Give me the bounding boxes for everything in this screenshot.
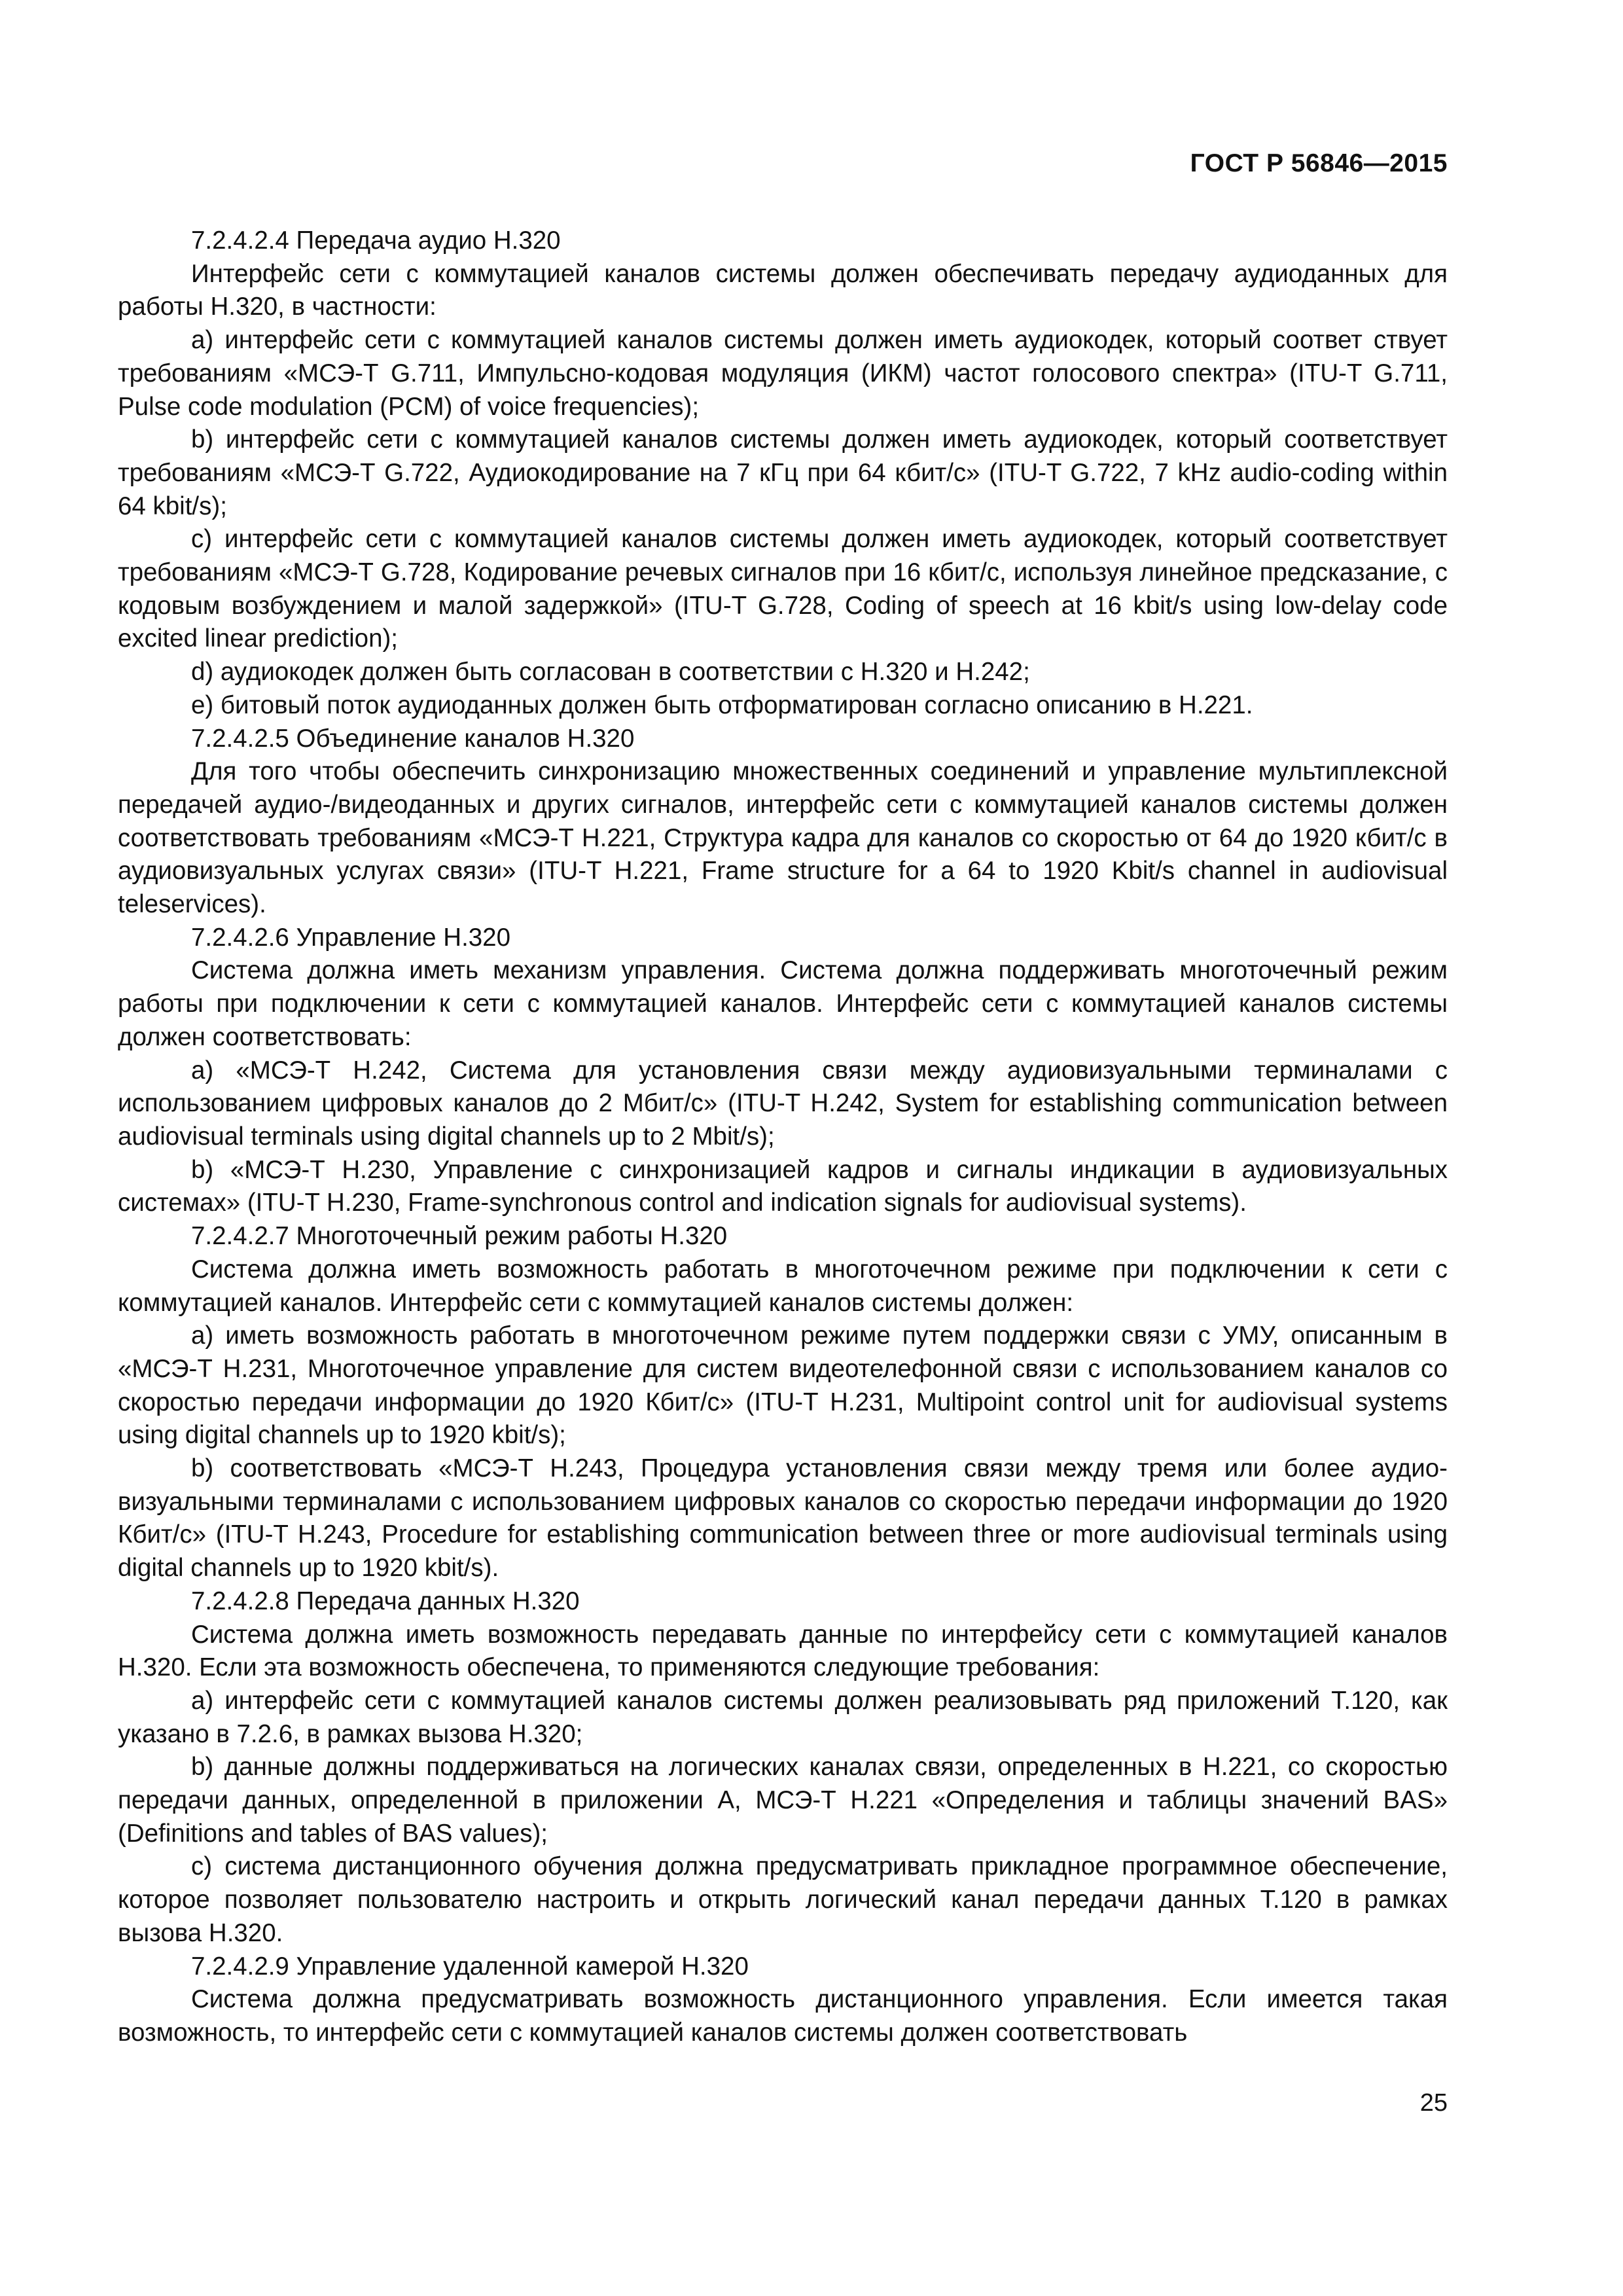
list-item: b) соответствовать «МСЭ-Т H.243, Процедура установления связи между тремя или более аудиовизуальными терминалами с использованием цифровых каналов со скоростью передачи информации до 1920 Кбит/с» (ITU-T H.243, Procedure for establishing communication between three or more audiovisual terminals using digital channels up to 1920 kbit/s). — [118, 1454, 1448, 1583]
standard-id-header: ГОСТ Р 56846—2015 — [1190, 149, 1448, 177]
document-body — [118, 224, 1448, 2050]
page-number: 25 — [1419, 2089, 1448, 2117]
paragraph: Для того чтобы обеспечить синхронизацию множественных соединений и управление мультиплексной передачей аудио-/видеоданных и других сигналов, интерфейс сети с коммутацией каналов системы должен соответствовать требованиям «МСЭ-Т H.221, Структура кадра для каналов со скоростью от 64 до 1920 кбит/с в аудиовизуальных услугах связи» (ITU-T H.221, Frame structure for a 64 to 1920 Kbit/s channel in audiovisual teleservices). — [118, 757, 1448, 919]
section-heading: 7.2.4.2.6 Управление H.320 — [191, 923, 510, 952]
paragraph: Система должна иметь возможность передавать данные по интерфейсу сети с коммутацией каналов H.320. Если эта возможность обеспечена, то применяются следующие требования: — [118, 1620, 1448, 1682]
list-item: c) система дистанционного обучения должна предусматривать прикладное программное обеспечение, которое позволяет пользователю настроить и открыть логический канал передачи данных T.120 в рамках вызова H.320. — [118, 1852, 1448, 1947]
paragraph: Система должна иметь механизм управления. Система должна поддерживать многоточечный режим работы при подключении к сети с коммутацией каналов. Интерфейс сети с коммутацией каналов системы должен соответствовать: — [118, 956, 1448, 1051]
list-item: a) интерфейс сети с коммутацией каналов системы должен реализовывать ряд приложений T.120, как указано в 7.2.6, в рамках вызова H.320; — [118, 1686, 1448, 1748]
section-heading: 7.2.4.2.4 Передача аудио H.320 — [191, 226, 561, 255]
list-item: d) аудиокодек должен быть согласован в соответствии с H.320 и H.242; — [191, 658, 1030, 687]
list-item: b) интерфейс сети с коммутацией каналов системы должен иметь аудиокодек, который соответствует требованиям «МСЭ-Т G.722, Аудиокодирование на 7 кГц при 64 кбит/с» (ITU-T G.722, 7 kHz audio-coding within 64 kbit/s); — [118, 425, 1448, 520]
list-item: c) интерфейс сети с коммутацией каналов системы должен иметь аудиокодек, который соответствует требованиям «МСЭ-Т G.728, Кодирование речевых сигналов при 16 кбит/с, используя линейное предсказание, с кодовым возбуждением и малой задержкой» (ITU-T G.728, Coding of speech at 16 kbit/s using low-delay code excited linear prediction); — [118, 525, 1448, 653]
list-item: b) «МСЭ-Т H.230, Управление с синхронизацией кадров и сигналы индикации в аудиовизуальных системах» (ITU-T H.230, Frame-synchronous control and indication signals for audiovisual systems). — [118, 1155, 1448, 1217]
section-heading: 7.2.4.2.7 Многоточечный режим работы H.320 — [191, 1222, 728, 1251]
section-heading: 7.2.4.2.5 Объединение каналов H.320 — [191, 724, 635, 753]
paragraph: Система должна предусматривать возможность дистанционного управления. Если имеется такая возможность, то интерфейс сети с коммутацией каналов системы должен соответствовать — [118, 1985, 1448, 2047]
list-item: b) данные должны поддерживаться на логических каналах связи, определенных в H.221, со скоростью передачи данных, определенной в приложении А, МСЭ-Т H.221 «Определения и таблицы значений BAS» (Definitions and tables of BAS values); — [118, 1753, 1448, 1848]
section-heading: 7.2.4.2.9 Управление удаленной камерой H.320 — [191, 1952, 749, 1981]
paragraph: Система должна иметь возможность работать в многоточечном режиме при подключении к сети с коммутацией каналов. Интерфейс сети с коммутацией каналов системы должен: — [118, 1255, 1448, 1317]
list-item: a) «МСЭ-Т H.242, Система для установления связи между аудиовизуальными терминалами с использованием цифровых каналов до 2 Мбит/с» (ITU-T H.242, System for establishing communication between audiovisual terminals using digital channels up to 2 Mbit/s); — [118, 1056, 1448, 1151]
list-item: a) интерфейс сети с коммутацией каналов системы должен иметь аудиокодек, который соответ ствует требованиям «МСЭ-Т G.711, Импульсно-кодовая модуляция (ИКМ) частот голосового спектра» (ITU-T G.711, Pulse code modulation (PCM) of voice frequencies); — [118, 326, 1448, 421]
section-heading: 7.2.4.2.8 Передача данных H.320 — [191, 1587, 580, 1615]
list-item: e) битовый поток аудиоданных должен быть отформатирован согласно описанию в H.221. — [191, 691, 1253, 719]
paragraph: Интерфейс сети с коммутацией каналов системы должен обеспечивать передачу аудиоданных для работы H.320, в частности: — [118, 259, 1448, 321]
list-item: a) иметь возможность работать в многоточечном режиме путем поддержки связи с УМУ, описанным в «МСЭ-Т H.231, Многоточечное управление для систем видеотелефонной связи с использованием каналов со скоростью передачи информации до 1920 Кбит/с» (ITU-T H.231, Multipoint control unit for audiovisual systems using digital channels up to 1920 kbit/s); — [118, 1321, 1448, 1450]
